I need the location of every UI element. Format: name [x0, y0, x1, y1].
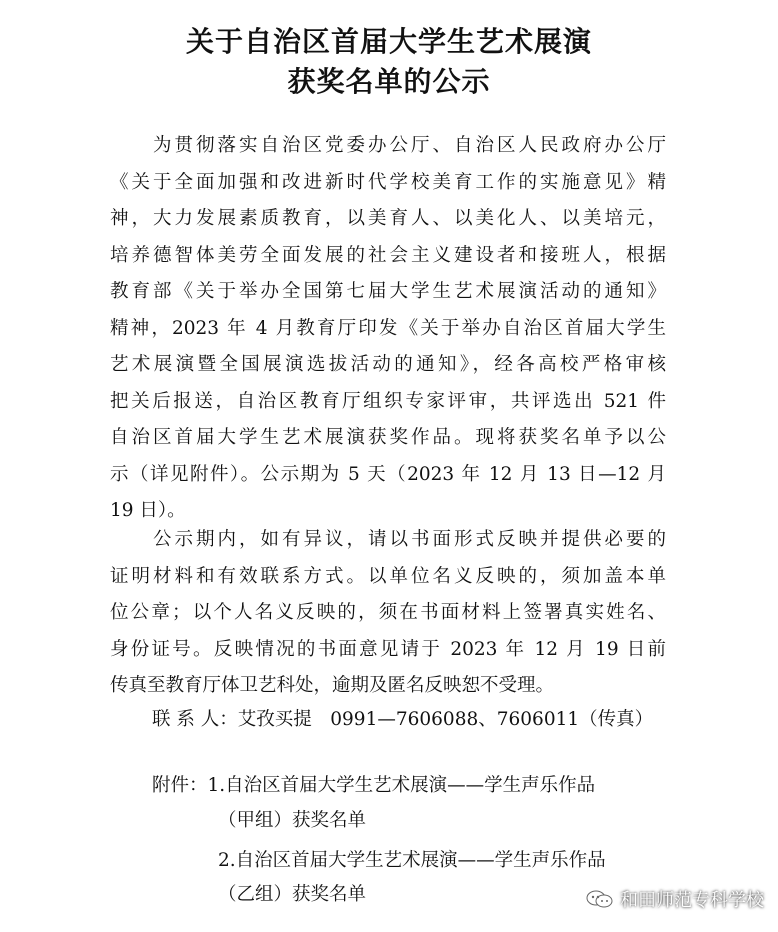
contact-info: 联 系 人：艾孜买提 0991—7606088、7606011（传真）: [152, 709, 654, 730]
paragraph-2: [110, 522, 666, 705]
text-line: 19 日）。: [110, 500, 186, 521]
watermark-text: 和田师范专科学校: [620, 890, 764, 911]
attachment-1-line2: （甲组）获奖名单: [218, 810, 367, 831]
text-line: 把关后报送，自治区教育厅组织专家评审，共评选出 521 件: [110, 390, 666, 412]
attachment-2-line1: 2.自治区首届大学生艺术展演——学生声乐作品: [218, 850, 606, 871]
document-title-line1: 关于自治区首届大学生艺术展演: [185, 25, 592, 58]
text-line: 教育部《关于举办全国第七届大学生艺术展演活动的通知》: [110, 281, 666, 302]
text-line: 自治区首届大学生艺术展演获奖作品。现将获奖名单予以公: [110, 427, 666, 448]
text-line: 位公章；以个人名义反映的，须在书面材料上签署真实姓名、: [110, 602, 666, 623]
watermark: [586, 886, 764, 912]
document-title-line2: 获奖名单的公示: [287, 65, 491, 98]
attachment-1-line1: 附件：1.自治区首届大学生艺术展演——学生声乐作品: [152, 775, 596, 796]
text-line: 神，大力发展素质教育，以美育人、以美化人、以美培元，: [110, 208, 666, 229]
text-line: 公示期内，如有异议，请以书面形式反映并提供必要的: [110, 529, 666, 550]
attachment-2-line2: （乙组）获奖名单: [218, 884, 367, 905]
text-line: 《关于全面加强和改进新时代学校美育工作的实施意见》精: [110, 171, 666, 193]
text-line: 培养德智体美劳全面发展的社会主义建设者和接班人，根据: [110, 244, 666, 266]
text-line: 身份证号。反映情况的书面意见请于 2023 年 12 月 19 日前: [110, 638, 666, 660]
text-line: 精神，2023 年 4 月教育厅印发《关于举办自治区首届大学生: [110, 317, 666, 339]
paragraph-1: [110, 128, 666, 530]
text-line: 示（详见附件）。公示期为 5 天（2023 年 12 月 13 日—12 月: [110, 463, 666, 485]
text-line: 艺术展演暨全国展演选拔活动的通知》，经各高校严格审核: [110, 354, 666, 375]
text-line: 为贯彻落实自治区党委办公厅、自治区人民政府办公厅: [110, 135, 666, 156]
text-line: 证明材料和有效联系方式。以单位名义反映的，须加盖本单: [110, 565, 666, 587]
wechat-icon: [586, 889, 614, 909]
text-line: 传真至教育厅体卫艺科处，逾期及匿名反映恕不受理。: [110, 675, 555, 696]
